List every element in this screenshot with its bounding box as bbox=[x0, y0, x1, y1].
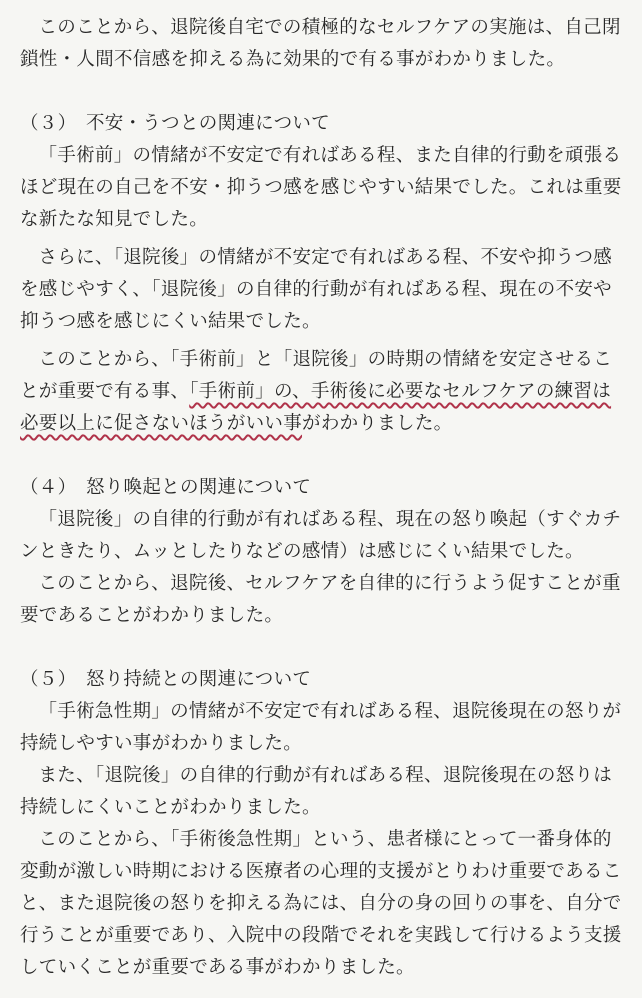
section-3-heading: （３） 不安・うつとの関連について bbox=[20, 113, 330, 134]
section-5-paragraph-2: また、「退院後」の自律的行動が有ればある程、退院後現在の怒りは持続しにくいことがわかりました。 bbox=[20, 765, 613, 818]
spacer bbox=[20, 440, 624, 472]
section-3-paragraph-3-end: がわかりました。 bbox=[302, 413, 453, 434]
section-5-paragraph-1: 「手術急性期」の情緒が不安定で有ればある程、退院後現在の怒りが持続しやすい事がわかりました。 bbox=[20, 701, 622, 754]
section-4-paragraph-1: 「退院後」の自律的行動が有ればある程、現在の怒り喚起（すぐカチンときたり、ムッとしたりなどの感情）は感じにくい結果でした。 bbox=[20, 509, 622, 562]
section-3-paragraph-3 bbox=[20, 344, 624, 440]
section-5-paragraph-3: このことから、「手術後急性期」という、患者様にとって一番身体的変動が激しい時期における医療者の心理的支援がとりわけ重要であること、また退院後の怒りを抑える為には、自分の身の回りの事を、自分で行うことが重要であり、入院中の段階でそれを実践して行けるよう支援していくことが重要である事がわかりました。 bbox=[20, 829, 622, 978]
section-4-paragraph-2: このことから、退院後、セルフケアを自律的に行うよう促すことが重要であることがわかりました。 bbox=[20, 573, 621, 626]
section-3-paragraph-3-text: このことから、「手術前」と「退院後」の時期の情緒を安定させることが重要で有る事、 bbox=[20, 349, 613, 402]
section-3-paragraph-1: 「手術前」の情緒が不安定で有ればある程、また自律的行動を頑張るほど現在の自己を不安・抑うつ感を感じやすい結果でした。これは重要な新たな知見でした。 bbox=[20, 145, 622, 230]
section-5-heading: （５） 怒り持続との関連について bbox=[20, 669, 312, 690]
handwritten-wavy-underline: 「手術前」の、手術後に必要なセルフケアの練習は必要以上に促さないほうがいい事 bbox=[20, 381, 612, 434]
spacer bbox=[20, 76, 624, 108]
section-3-paragraph-2: さらに、「退院後」の情緒が不安定で有ればある程、不安や抑うつ感を感じやすく、「退院後」の自律的行動が有ればある程、現在の不安や抑うつ感を感じにくい結果でした。 bbox=[20, 247, 613, 332]
intro-paragraph: このことから、退院後自宅での積極的なセルフケアの実施は、自己閉鎖性・人間不信感を抑える為に効果的で有る事がわかりました。 bbox=[20, 17, 621, 70]
spacer bbox=[20, 632, 624, 664]
section-4-heading: （４） 怒り喚起との関連について bbox=[20, 477, 312, 498]
